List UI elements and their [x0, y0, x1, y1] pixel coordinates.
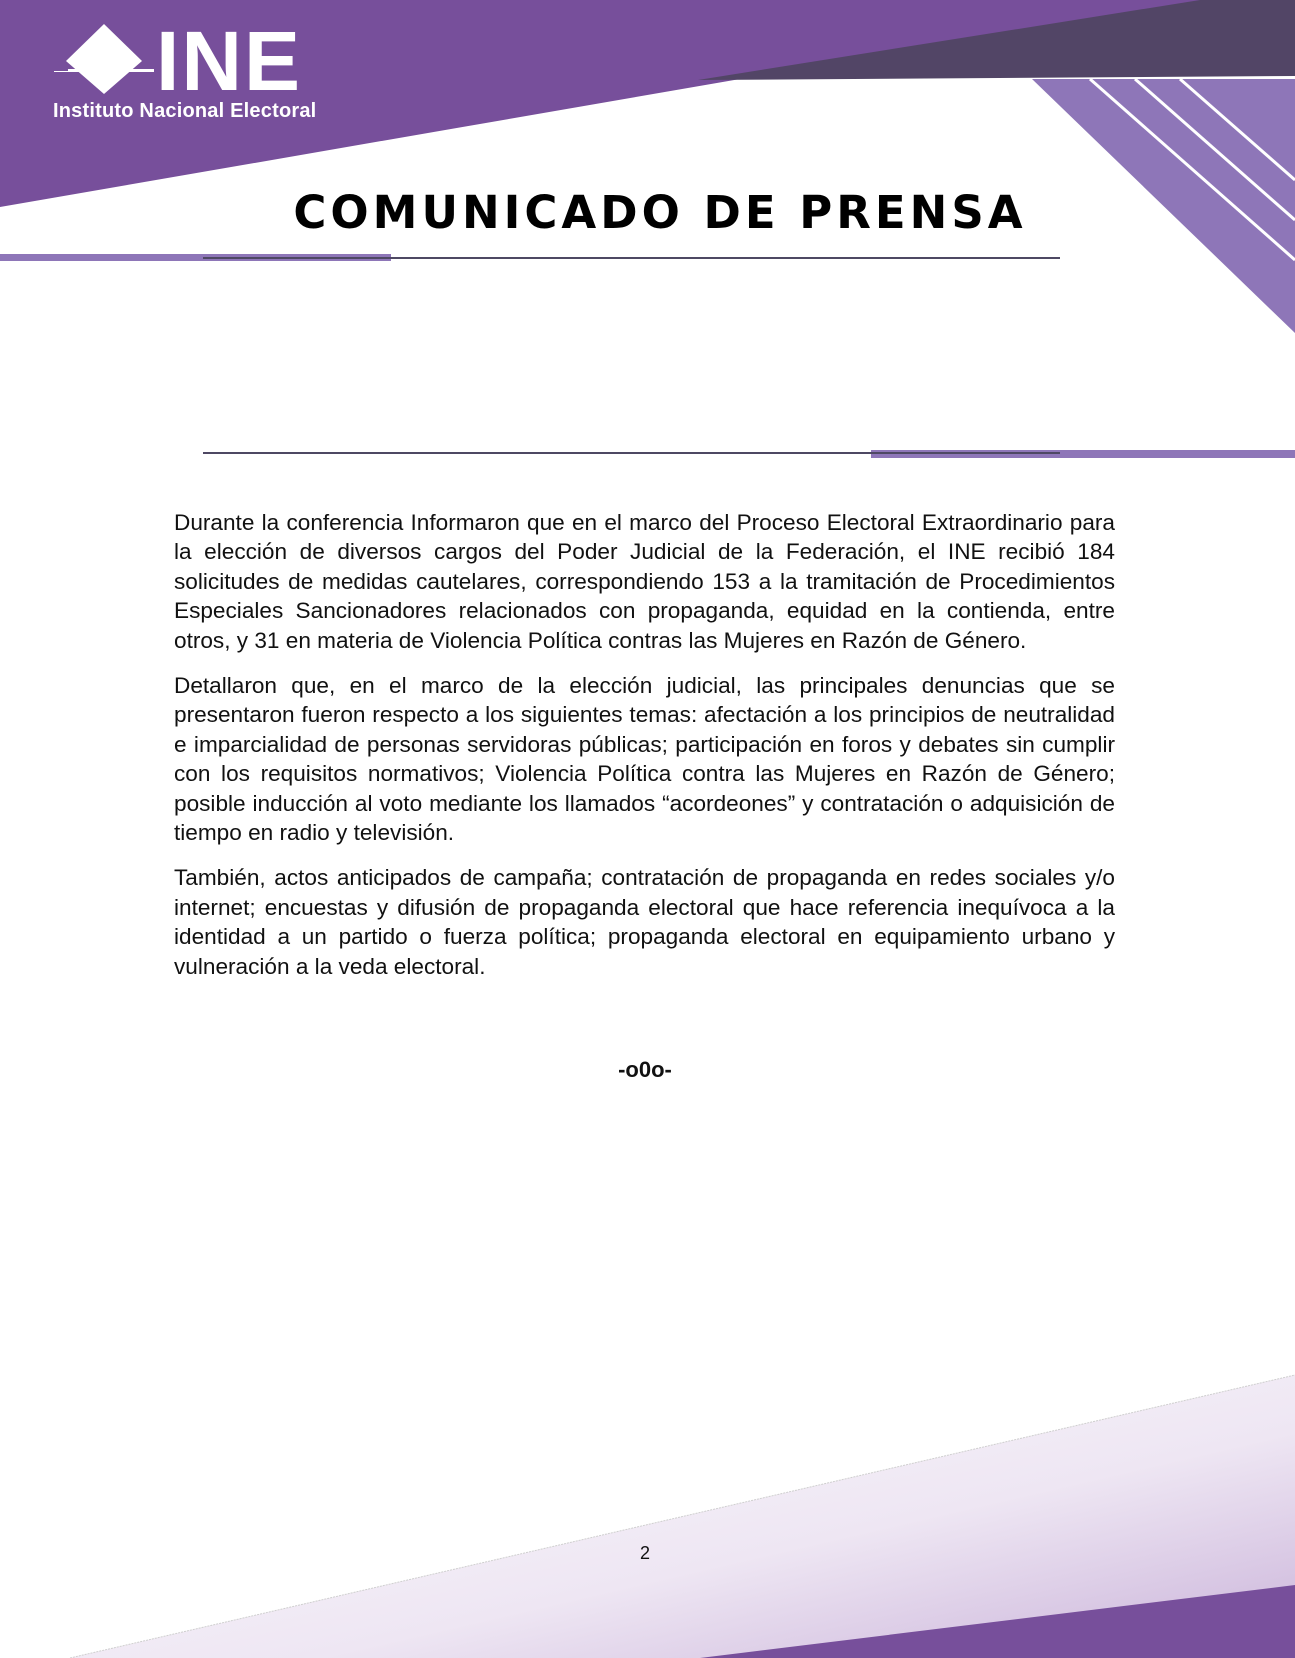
closing-mark: -o0o-	[618, 1057, 672, 1082]
paragraph: También, actos anticipados de campaña; contratación de propaganda en redes sociales y/o internet; encuestas y difusión de propaganda electoral que hace referencia inequívoca a la identidad a un partido o fuerza política; propaganda electoral en equipamiento urbano y vulneración a la veda electoral.	[174, 865, 1115, 979]
paragraph: Durante la conferencia Informaron que en el marco del Proceso Electoral Extraordinario para la elección de diversos cargos del Poder Judicial de la Federación, el INE recibió 184 solicitudes de medidas cautelares, correspondiendo 153 a la tramitación de Procedimientos Especiales Sancionadores relacionados con propaganda, equidad en la contienda, entre otros, y 31 en materia de Violencia Política contras las Mujeres en Razón de Género.	[174, 510, 1115, 653]
logo-subtitle: Instituto Nacional Electoral	[53, 100, 317, 122]
press-release-body	[174, 508, 1115, 997]
page-title: COMUNICADO DE PRENSA	[293, 186, 1027, 239]
top-rule	[203, 257, 1060, 259]
logo-wordmark: INE	[156, 24, 303, 104]
mid-rule	[203, 452, 1060, 454]
page-number: 2	[639, 1543, 650, 1563]
paragraph: Detallaron que, en el marco de la elección judicial, las principales denuncias que se presentaron fueron respecto a los siguientes temas: afectación a los principios de neutralidad e imparcialidad de personas servidoras públicas; participación en foros y debates sin cumplir con los requisitos normativos; Violencia Política contra las Mujeres en Razón de Género; posible inducción al voto mediante los llamados “acordeones” y contratación o adquisición de tiempo en radio y televisión.	[174, 673, 1115, 846]
ballot-box-icon	[54, 24, 384, 104]
